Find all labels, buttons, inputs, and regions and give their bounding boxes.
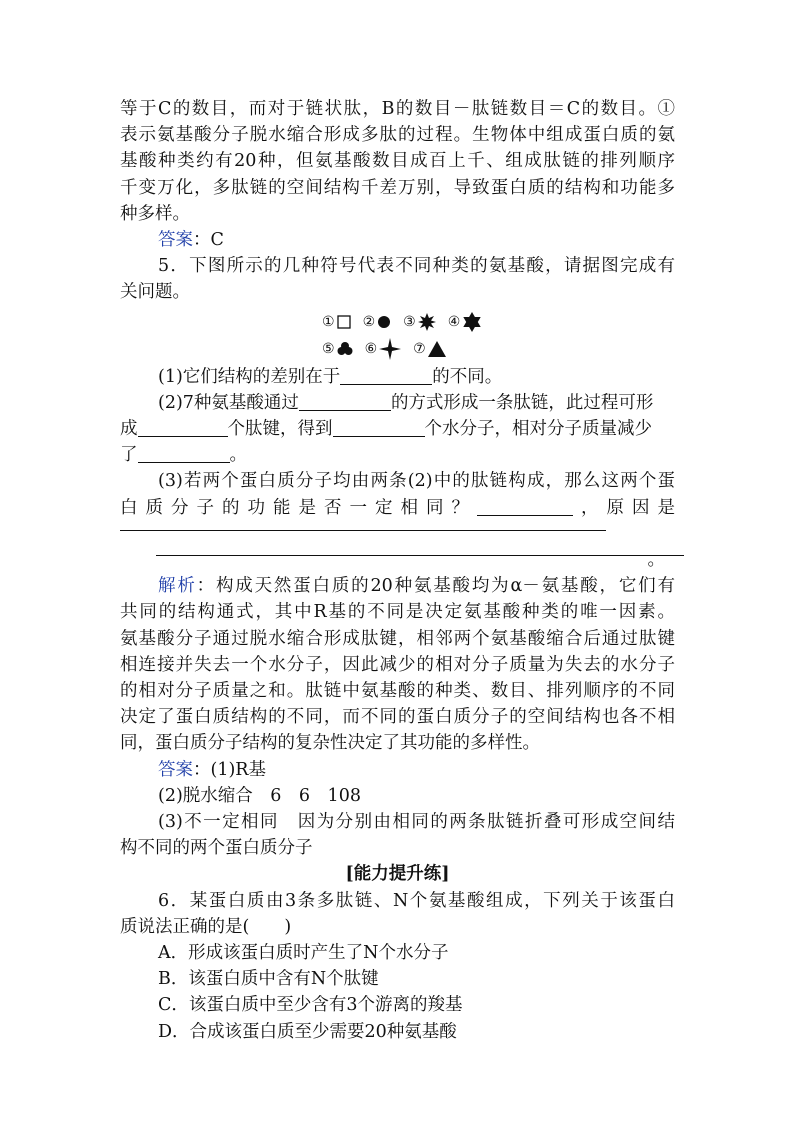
text-line: 等于C的数目，而对于链状肽，B的数目－肽链数目＝C的数目。① (120, 99, 675, 119)
octagon-star-icon (418, 313, 436, 331)
question-5-line: 关问题。 (120, 282, 190, 303)
answer-5-part: (3)不一定相同 因为分别由相同的两条肽链折叠可形成空间结 (158, 812, 675, 833)
question-5-part-3-cont: 白质分子的功能是否一定相同？ ，原因是 (120, 497, 675, 518)
analysis-line: 同，蛋白质分子结构的复杂性决定了其功能的多样性。 (120, 733, 540, 754)
question-5-part-1: (1)它们结构的差别在于 的不同。 (158, 366, 503, 387)
question-5-part-3: (3)若两个蛋白质分子均由两条(2)中的肽链构成，那么这两个蛋 (158, 471, 675, 492)
section-title: [能力提升练] (345, 864, 450, 885)
circle-icon (377, 315, 391, 329)
question-5-blank-line (120, 521, 675, 547)
analysis-line: 决定了蛋白质结构的不同，而不同的蛋白质分子的空间结构也各不相 (120, 707, 675, 728)
text-line: 基酸种类约有20种，但氨基酸数目成百上千、组成肽链的排列顺序 (120, 151, 675, 172)
question-5-line: 5．下图所示的几种符号代表不同种类的氨基酸，请据图完成有 (158, 256, 675, 277)
text-line: 表示氨基酸分子脱水缩合形成多肽的过程。生物体中组成蛋白质的氨 (120, 125, 675, 146)
symbol-7: ⑦ (413, 341, 446, 357)
question-5-part-2-end: 了 。 (120, 445, 247, 466)
answer-4 (120, 227, 675, 253)
answer-blank (138, 444, 230, 463)
symbol-2: ② (363, 314, 392, 330)
analysis-label: 解析 (158, 576, 197, 597)
question-5-part-2-cont: 成 个肽键，得到 个水分子，相对分子质量减少 (120, 419, 652, 440)
analysis-line: 氨基酸分子通过脱水缩合形成肽键，相邻两个氨基酸缩合后通过肽键 (120, 628, 675, 649)
answer-label: 答案 (158, 759, 193, 780)
analysis-line: 共同的结构通式，其中R基的不同是决定氨基酸种类的唯一因素。 (120, 602, 675, 623)
analysis-line: 相连接并失去一个水分子，因此减少的相对分子质量为失去的水分子 (120, 654, 675, 675)
symbol-1: ① (322, 314, 351, 330)
answer-5: 答案：(1)R基 (158, 759, 266, 780)
answer-blank (477, 497, 573, 516)
answer-underline (120, 530, 606, 531)
text-line: 种多样。 (120, 203, 190, 224)
club-icon (337, 341, 353, 357)
option-d: D．合成该蛋白质至少需要20种氨基酸 (158, 1021, 457, 1042)
text-line: 千变万化，多肽链的空间结构千差万别，导致蛋白质的结构和功能多 (120, 177, 675, 198)
answer-value: ：C (193, 230, 224, 251)
question-6-line: 质说法正确的是( ) (120, 916, 292, 937)
question-6-line: 6．某蛋白质由3条多肽链、N个氨基酸组成，下列关于该蛋白 (158, 890, 675, 911)
document-page (120, 96, 675, 1045)
horizontal-rule (156, 555, 684, 556)
option-a: A．形成该蛋白质时产生了N个水分子 (158, 943, 449, 964)
answer-blank (340, 366, 432, 385)
answer-blank (333, 418, 425, 437)
symbol-6: ⑥ (365, 338, 402, 360)
hexagram-icon (462, 312, 482, 332)
symbol-4: ④ (448, 312, 483, 332)
answer-blank (299, 392, 391, 411)
square-icon (337, 315, 351, 329)
four-point-star-icon (379, 338, 401, 360)
question-5-end: 。 (647, 550, 665, 571)
amino-acid-symbols (120, 306, 675, 364)
answer-blank (138, 418, 228, 437)
answer-label: 答案 (158, 230, 193, 251)
triangle-icon (428, 341, 446, 357)
option-b: B．该蛋白质中含有N个肽键 (158, 969, 379, 990)
option-c: C．该蛋白质中至少含有3个游离的羧基 (158, 995, 463, 1016)
analysis-line: 的相对分子质量之和。肽链中氨基酸的种类、数目、排列顺序的不同 (120, 681, 675, 702)
answer-5-part: 构不同的两个蛋白质分子 (120, 838, 313, 859)
symbol-5: ⑤ (322, 341, 353, 357)
symbol-3: ③ (403, 313, 436, 331)
question-5-part-2: (2)7种氨基酸通过 的方式形成一条肽链，此过程可形 (158, 392, 654, 413)
answer-5-part: (2)脱水缩合 6 6 108 (158, 785, 361, 806)
analysis-line: 解析：构成天然蛋白质的20种氨基酸均为α－氨基酸，它们有 (158, 576, 675, 597)
